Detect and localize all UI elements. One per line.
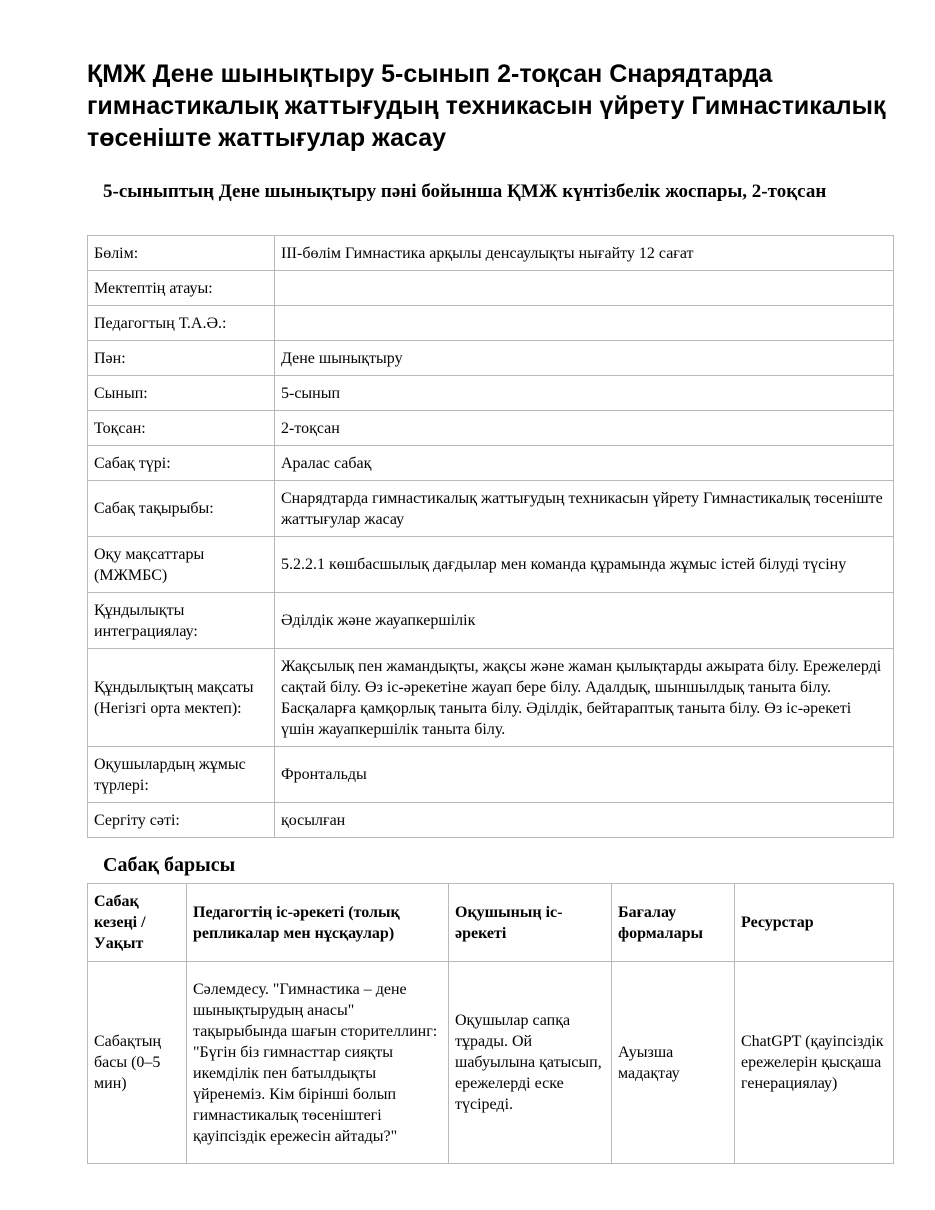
info-value: Снарядтарда гимнастикалық жаттығудың техникасын үйрету Гимнастикалық төсеніште жаттығулар жасау: [275, 481, 894, 537]
column-header-student-activity: Оқушының іс-әрекеті: [449, 884, 612, 962]
info-value: қосылған: [275, 803, 894, 838]
info-table: [87, 235, 894, 838]
lesson-resources-cell: ChatGPT (қауіпсіздік ережелерін қысқаша генерациялау): [735, 962, 894, 1164]
column-header-stage: Сабақ кезеңі / Уақыт: [88, 884, 187, 962]
lesson-row: [88, 962, 894, 1164]
lesson-header-row: [88, 884, 894, 962]
info-label: Сергіту сәті:: [88, 803, 275, 838]
lesson-teacher-cell: Сәлемдесу. "Гимнастика – дене шынықтырудың анасы" тақырыбында шағын сторителлинг: "Бүгін біз гимнасттар сияқты икемділік пен батылдықты үйренеміз. Кім бірінші болып гимнастикалық төсеніштегі қауіпсіздік ережесін айтады?": [187, 962, 449, 1164]
lesson-stage-cell: Сабақтың басы (0–5 мин): [88, 962, 187, 1164]
info-row-learning-objectives: [88, 537, 894, 593]
info-label: Оқу мақсаттары (МЖМБС): [88, 537, 275, 593]
info-value: [275, 271, 894, 306]
info-label: Сабақ түрі:: [88, 446, 275, 481]
info-label: Сабақ тақырыбы:: [88, 481, 275, 537]
info-label: Оқушылардың жұмыс түрлері:: [88, 747, 275, 803]
lesson-assessment-cell: Ауызша мадақтау: [612, 962, 735, 1164]
info-value: 5-сынып: [275, 376, 894, 411]
info-value: Жақсылық пен жамандықты, жақсы және жаман қылықтарды ажырата білу. Ережелерді сақтай білу. Өз іс-әрекетіне жауап бере білу. Адалдық, шыншылдық таныта білу. Басқаларға қамқорлық таныта білу. Әділдік, бейтараптық таныта білу. Өз іс-әрекеті үшін жауапкершілік таныта білу.: [275, 649, 894, 747]
document-title: ҚМЖ Дене шынықтыру 5-сынып 2-тоқсан Снарядтарда гимнастикалық жаттығудың техникасын үйрету Гимнастикалық төсеніште жаттығулар жасау: [87, 60, 886, 152]
info-row-lesson-topic: [88, 481, 894, 537]
info-label: Тоқсан:: [88, 411, 275, 446]
info-row-teacher: [88, 306, 894, 341]
info-value: 2-тоқсан: [275, 411, 894, 446]
info-row-lesson-type: [88, 446, 894, 481]
info-label: Пән:: [88, 341, 275, 376]
info-value: III-бөлім Гимнастика арқылы денсаулықты нығайту 12 сағат: [275, 236, 894, 271]
info-row-values-goal: [88, 649, 894, 747]
info-row-values-integration: [88, 593, 894, 649]
info-value: 5.2.2.1 көшбасшылық дағдылар мен команда құрамында жұмыс істей білуді түсіну: [275, 537, 894, 593]
column-header-teacher-activity: Педагогтің іс-әрекеті (толық репликалар мен нұсқаулар): [187, 884, 449, 962]
info-row-quarter: [88, 411, 894, 446]
info-value: Әділдік және жауапкершілік: [275, 593, 894, 649]
info-label: Мектептің атауы:: [88, 271, 275, 306]
info-row-refresh-moment: [88, 803, 894, 838]
info-label: Педагогтың Т.А.Ә.:: [88, 306, 275, 341]
info-label: Құндылықтың мақсаты (Негізгі орта мектеп):: [88, 649, 275, 747]
info-row-work-types: [88, 747, 894, 803]
lesson-section-heading: Сабақ барысы: [103, 854, 236, 876]
info-label: Бөлім:: [88, 236, 275, 271]
document-subtitle: 5-сыныптың Дене шынықтыру пәні бойынша ҚМЖ күнтізбелік жоспары, 2-тоқсан: [103, 181, 827, 202]
info-label: Құндылықты интеграциялау:: [88, 593, 275, 649]
info-value: [275, 306, 894, 341]
info-row-school: [88, 271, 894, 306]
info-value: Аралас сабақ: [275, 446, 894, 481]
column-header-resources: Ресурстар: [735, 884, 894, 962]
info-label: Сынып:: [88, 376, 275, 411]
lesson-table: [87, 883, 894, 1164]
column-header-assessment: Бағалау формалары: [612, 884, 735, 962]
info-value: Дене шынықтыру: [275, 341, 894, 376]
info-row-section: [88, 236, 894, 271]
info-value: Фронтальды: [275, 747, 894, 803]
lesson-student-cell: Оқушылар сапқа тұрады. Ой шабуылына қатысып, ережелерді еске түсіреді.: [449, 962, 612, 1164]
info-row-subject: [88, 341, 894, 376]
info-row-grade: [88, 376, 894, 411]
